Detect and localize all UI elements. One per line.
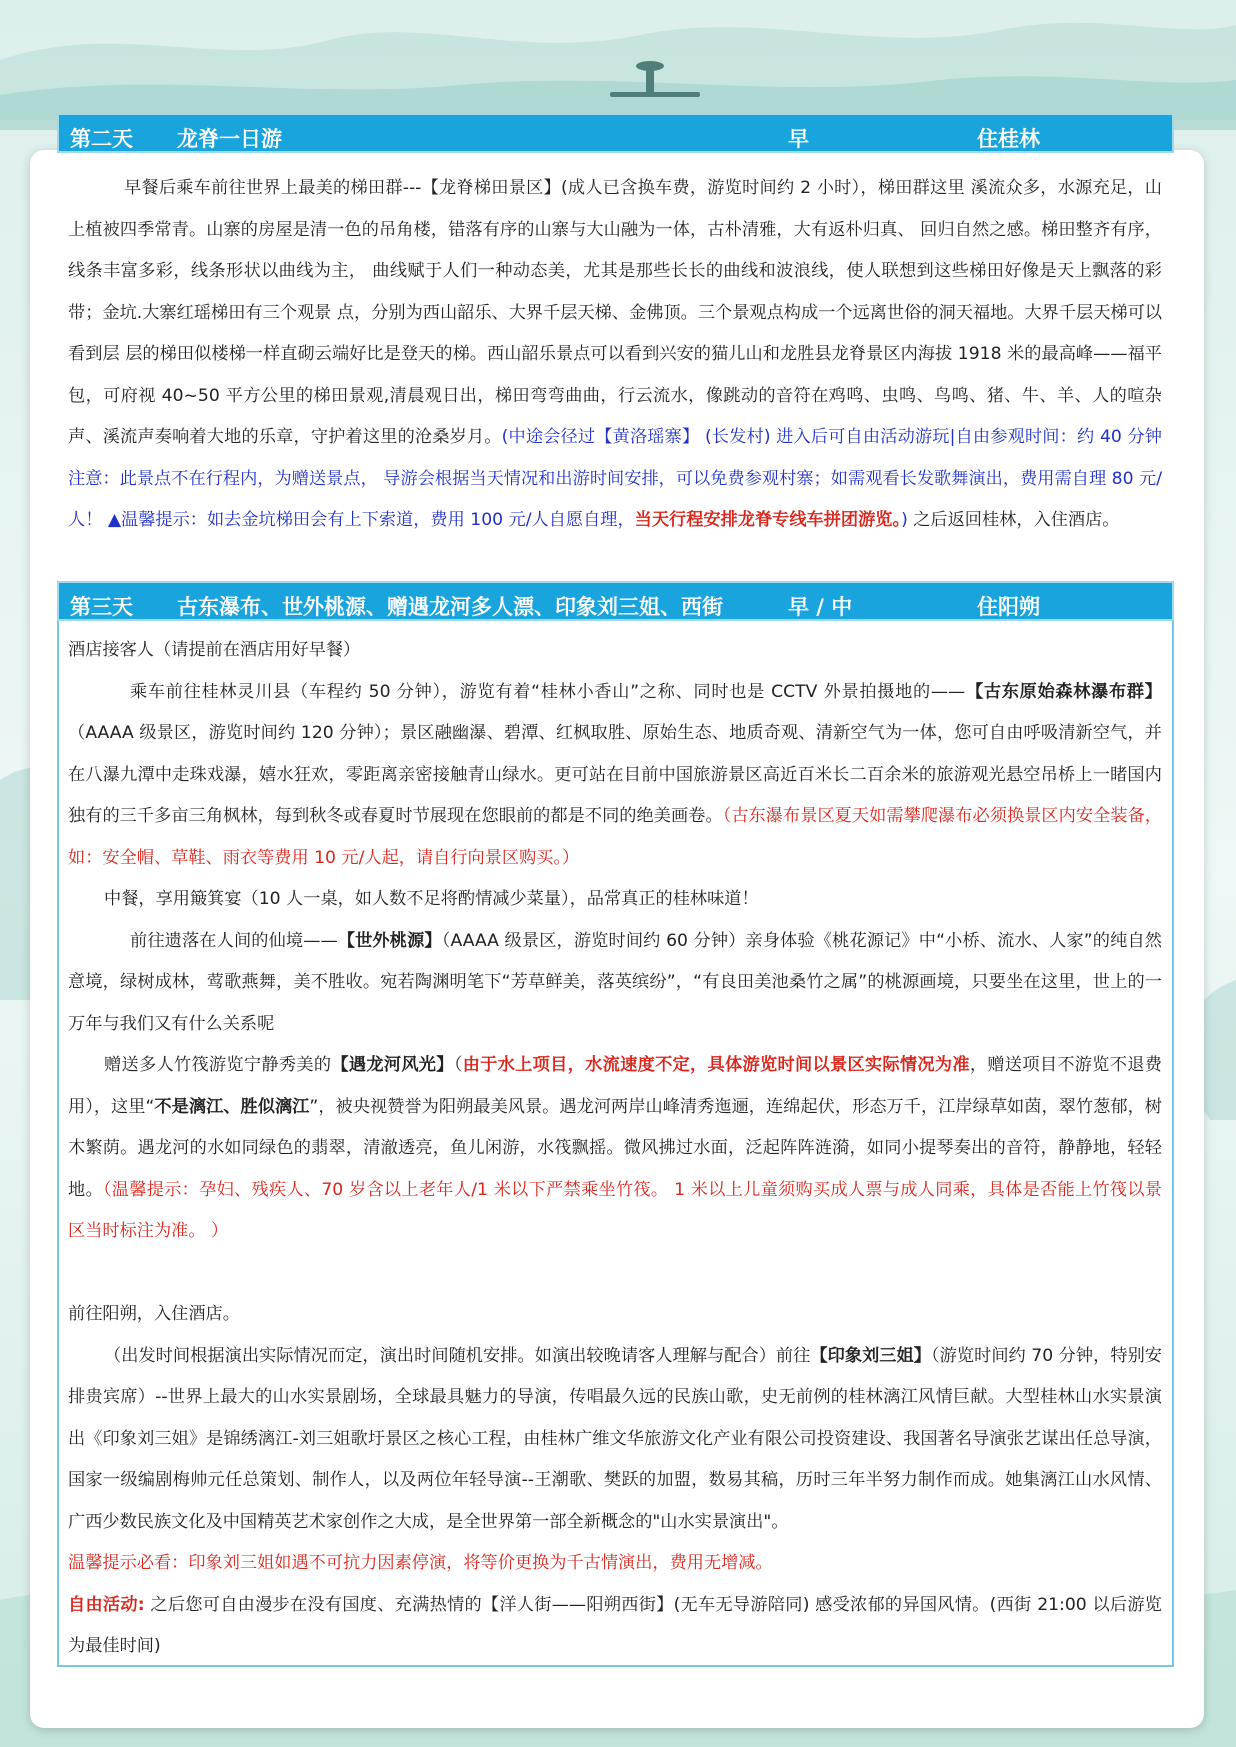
blank-line (68, 1253, 1162, 1295)
gudong-note-red: （古东瀑布景区夏天如需攀爬瀑布必须换景区内安全装备，如：安全帽、草鞋、雨衣等费用 10 元/人起，请自行向景区购买。） (68, 806, 1162, 868)
day3-body (68, 630, 1162, 1668)
show-intro: （出发时间根据演出实际情况而定，演出时间随机安排。如演出较晚请客人理解与配合）前往 (104, 1345, 811, 1366)
yulong-text: ，赠送项目不游览不退费用），这里“ (68, 1055, 1162, 1117)
day2-paragraph (68, 168, 1162, 542)
day3-title: 古东瀑布、世外桃源、赠遇龙河多人漂、印象刘三姐、西街 (177, 595, 723, 619)
yulong-paren: （ (453, 1055, 463, 1075)
day2-note-red: 当天行程安排龙脊专线车拼团游览。 (634, 510, 902, 530)
free-activity-label: 自由活动: (68, 1594, 145, 1615)
taoyuan-desc: （AAAA 级景区，游览时间约 60 分钟）亲身体验《桃花源记》中“小桥、流水、人家”的纯自然意境，绿树成林，莺歌燕舞，美不胜收。宛若陶渊明笔下“芳草鲜美，落英缤纷”，“有良田美池桑竹之属”的桃源画境，只要坐在这里，世上的一万年与我们又有什么关系呢 (68, 930, 1162, 1034)
show-desc: （游览时间约 70 分钟，特别安排贵宾席）--世界上最大的山水实景剧场，全球最具魅力的导演，传唱最久远的民族山歌，史无前例的桂林漓江风情巨献。大型桂林山水实景演出《印象刘三姐》是锦绣漓江-刘三姐歌圩景区之核心工程，由桂林广维文华旅游文化产业有限公司投资建设、我国著名导演张艺谋出任总导演，国家一级编剧梅帅元任总策划、制作人，以及两位年轻导演--王潮歌、樊跃的加盟，数易其稿，历时三年半努力制作而成。她集漓江山水风情、广西少数民族文化及中国精英艺术家创作之大成，是全世界第一部全新概念的"山水实景演出"。 (68, 1345, 1162, 1532)
day2-text-end: 之后返回桂林，入住酒店。 (907, 510, 1120, 530)
yulong-intro: 赠送多人竹筏游览宁静秀美的 (104, 1055, 332, 1075)
day2-text: 早餐后乘车前往世界上最美的梯田群---【龙脊梯田景区】(成人已含换车费，游览时间约 2 小时），梯田群这里 溪流众多，水源充足，山上植被四季常青。山寨的房屋是清一色的吊角楼，错落有序的山寨与大山融为一体，古朴清雅，大有返朴归真、 回归自然之感。梯田整齐有序，线条丰富多彩，线条形状以曲线为主， 曲线赋于人们一种动态美，尤其是那些长长的曲线和波浪线，使人联想到这些梯田好像是天上飘落的彩带；金坑.大寨红瑶梯田有三个观景 点，分别为西山韶乐、大界千层天梯、金佛顶。三个景观点构成一个远离世俗的洞天福地。大界千层天梯可以看到层 层的梯田似楼梯一样直砌云端好比是登天的梯。西山韶乐景点可以看到兴安的猫儿山和龙胜县龙脊景区内海拔 1918 米的最高峰——福平包，可府视 40~50 平方公里的梯田景观,清晨观日出，梯田弯弯曲曲，行云流水，像跳动的音符在鸡鸣、虫鸣、鸟鸣、猪、牛、羊、人的喧杂声、溪流声奏响着大地的乐章，守护着这里的沧桑岁月。 (68, 178, 1162, 447)
day2-note-blue-end: ) (901, 510, 908, 530)
day2-body (68, 168, 1162, 542)
day2-header-bar (57, 113, 1174, 153)
taoyuan-intro: 前往遗落在人间的仙境—— (130, 930, 338, 951)
taoyuan-paragraph (68, 921, 1162, 1046)
lunch-paragraph: 中餐，享用簸箕宴（10 人一桌，如人数不足将酌情减少菜量），品常真正的桂林味道！ (104, 889, 759, 909)
yulong-tip-red: （温馨提示：孕妇、残疾人、70 岁含以上老年人/1 米以下严禁乘坐竹筏。 1 米以上儿童须购买成人票与成人同乘，具体是否能上竹筏以景区当时标注为准。 ） (68, 1179, 1162, 1241)
gudong-name: 【古东原始森林瀑布群】 (965, 681, 1162, 702)
yulong-paragraph (68, 1045, 1162, 1253)
day2-stay: 住桂林 (977, 127, 1040, 151)
free-activity-text: 之后您可自由漫步在没有国度、充满热情的【洋人街——阳朔西街】(无车无导游陪同) 感受浓郁的异国风情。(西街 21:00 以后游览为最佳时间) (68, 1594, 1162, 1656)
yulong-note-red: 由于水上项目，水流速度不定，具体游览时间以景区实际情况为准 (462, 1055, 970, 1075)
yulong-slogan: 不是漓江、胜似漓江 (154, 1096, 310, 1117)
day2-title: 龙脊一日游 (177, 127, 282, 151)
hotel-pickup: 酒店接客人（请提前在酒店用好早餐） (68, 640, 361, 660)
day2-label: 第二天 (70, 127, 133, 151)
free-activity (68, 1585, 1162, 1668)
day2-note-blue: (中途会径过【黄洛瑶寨】 (长发村) 进入后可自由活动游玩|自由参观时间：约 40 分钟注意：此景点不在行程内，为赠送景点， 导游会根据当天情况和出游时间安排，可以免费参观村寨；如需观看长发歌舞演出，费用需自理 80 元/人！ ▲温馨提示：如去金坑梯田会有上下索道，费用 100 元/人自愿自理， (68, 427, 1162, 530)
day3-header-bar (57, 581, 1174, 621)
day2-meals: 早 (788, 127, 809, 151)
show-paragraph (68, 1336, 1162, 1544)
day3-label: 第三天 (70, 595, 133, 619)
day3-meals: 早 / 中 (788, 595, 853, 619)
taoyuan-name: 【世外桃源】 (337, 930, 442, 951)
yangshuo-checkin: 前往阳朔，入住酒店。 (68, 1304, 240, 1324)
gudong-desc: （AAAA 级景区，游览时间约 120 分钟）；景区融幽瀑、碧潭、红枫取胜、原始生态、地质奇观、清新空气为一体，您可自由呼吸清新空气，并在八瀑九潭中走珠戏瀑，嬉水狂欢，零距离亲密接触青山绿水。更可站在目前中国旅游景区高近百米长二百余米的旅游观光悬空吊桥上一睹国内独有的三千多亩三角枫林，每到秋冬或春夏时节展现在您眼前的都是不同的绝美画卷。 (68, 723, 1162, 826)
yulong-name: 【遇龙河风光】 (331, 1055, 454, 1075)
show-tip: 温馨提示必看：印象刘三姐如遇不可抗力因素停演，将等价更换为千古情演出，费用无增减。 (68, 1553, 773, 1573)
gudong-intro: 乘车前往桂林灵川县（车程约 50 分钟），游览有着“桂林小香山”之称、同时也是 CCTV 外景拍摄地的—— (130, 681, 966, 702)
yulong-desc: ”，被央视赞誉为阳朔最美风景。遇龙河两岸山峰清秀迤逦，连绵起伏，形态万千，江岸绿草如茵，翠竹葱郁，树木繁荫。遇龙河的水如同绿色的翡翠，清澈透亮，鱼儿闲游，水筏飘摇。微风拂过水面，泛起阵阵涟漪，如同小提琴奏出的音符，静静地，轻轻地。 (68, 1096, 1162, 1200)
day3-stay: 住阳朔 (977, 595, 1040, 619)
show-name: 【印象刘三姐】 (810, 1345, 931, 1366)
gudong-paragraph (68, 672, 1162, 880)
